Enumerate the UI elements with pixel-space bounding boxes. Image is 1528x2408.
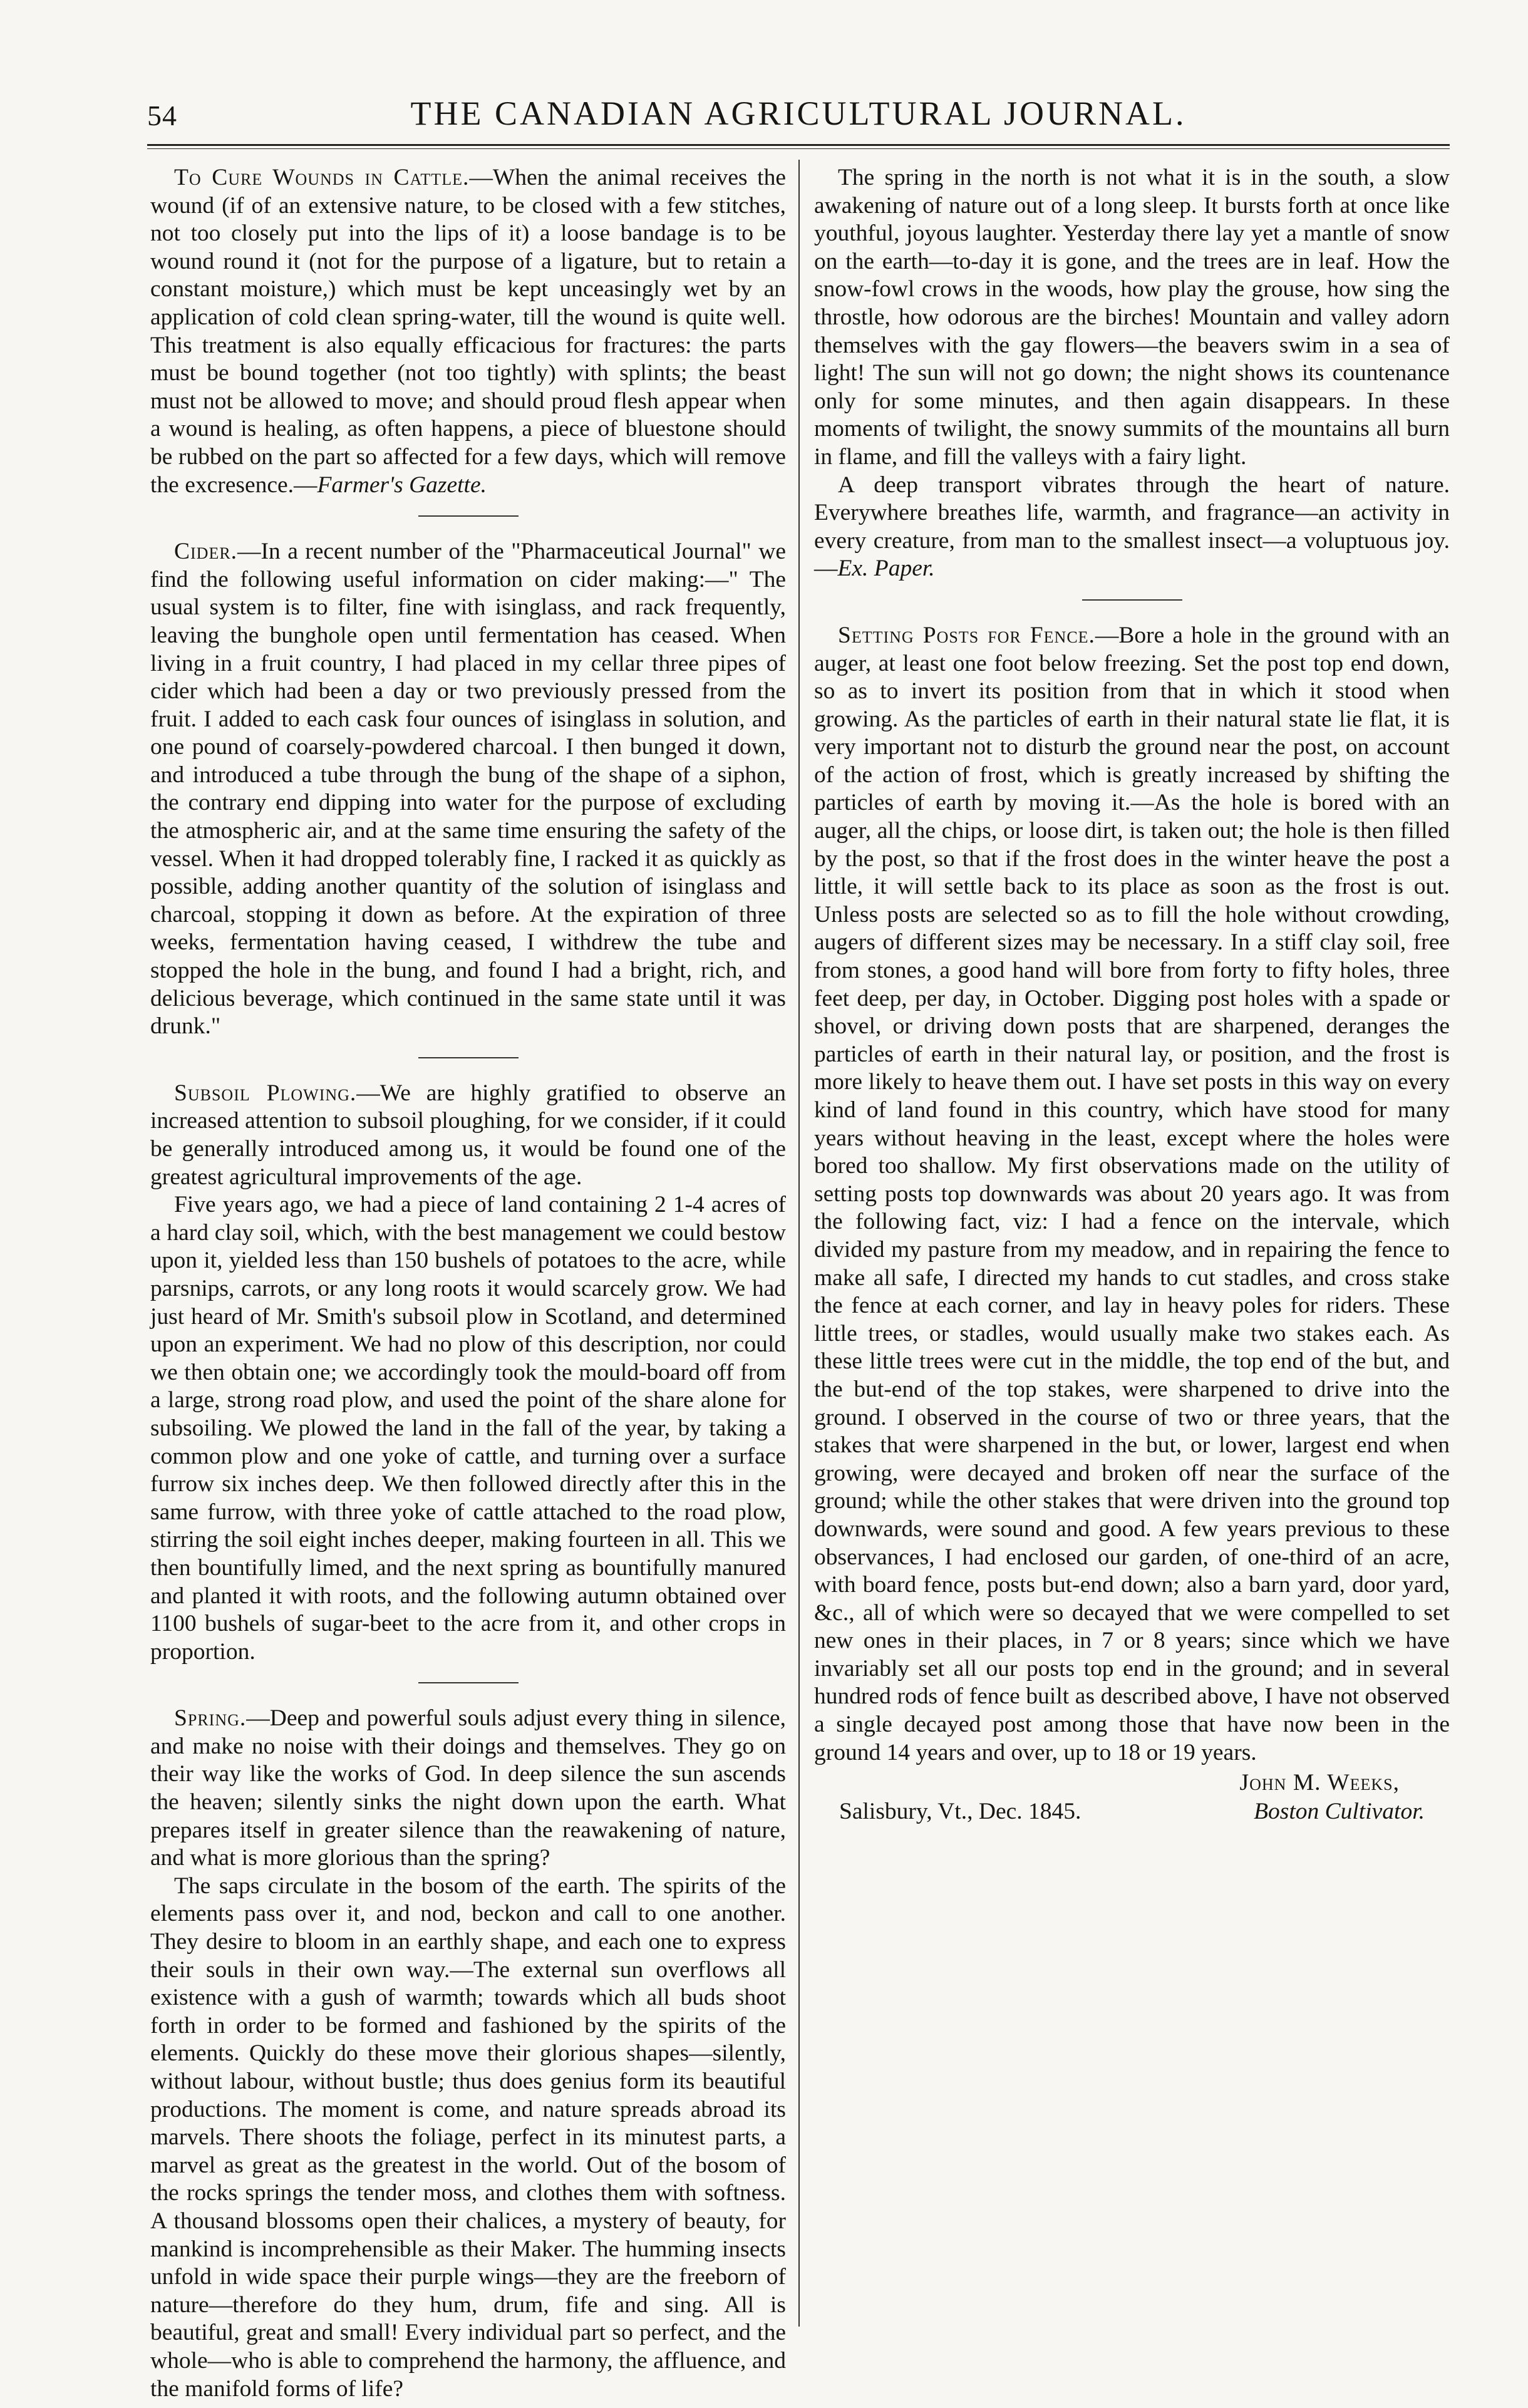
column-divider bbox=[798, 160, 800, 2327]
article-paragraph: The saps circulate in the bosom of the earth. The spirits of the elements pass over it, and nod, beckon and call to one another. They desire to bloom in an earthly shape, and each one to express their souls in their own way.—The external sun overflows all existence with a gush of warmth; towards which all buds shoot forth in order to be formed and fashioned by the spirits of the elements. Quickly do these move their glorious shapes—silently, without labour, without bustle; thus does genius form its beautiful productions. The moment is come, and nature spreads abroad its marvels. There shoots the foliage, perfect in its minutest parts, a marvel as great as the greatest in the world. Out of the bosom of the rocks springs the tender moss, and clothes them with softness. A thousand blossoms open their chalices, a mystery of beauty, for mankind is incomprehensible as their Maker. The humming insects unfold in wide space their purple wings—they are the freeborn of nature—therefore do they hum, drum, fife and sing. All is beautiful, great and small! Every individual part so perfect, and the whole—who is able to comprehend the harmony, the affluence, and the manifold forms of life? bbox=[150, 1873, 786, 2402]
article-separator bbox=[418, 1057, 519, 1058]
article-heading: Cider. bbox=[174, 539, 238, 565]
article-wounds bbox=[150, 164, 786, 499]
article-spring-continued bbox=[814, 164, 1450, 583]
article-heading: Setting Posts for Fence. bbox=[838, 622, 1095, 648]
article-text: —In a recent number of the "Pharmaceutical Journal" we find the following useful information on cider making:—" The usual system is to filter, fine with isinglass, and rack frequently, leaving the bunghole open until fermentation has ceased. When living in a fruit country, I had placed in my cellar three pipes of cider which had been a day or two previously pressed from the fruit. I added to each cask four ounces of isinglass in solution, and one pound of coarsely-powdered charcoal. I then bunged it down, and introduced a tube through the bung of the shape of a siphon, the contrary end dipping into water for the purpose of excluding the atmospheric air, and at the same time ensuring the safety of the vessel. When it had dropped tolerably fine, I racked it as quickly as possible, adding another quantity of the solution of isinglass and charcoal, stopping it down as before. At the expiration of three weeks, fermentation having ceased, I withdrew the tube and stopped the hole in the bung, and found I had a bright, rich, and delicious beverage, which continued in the same state until it was drunk." bbox=[150, 539, 786, 1040]
article-paragraph bbox=[150, 1705, 786, 1873]
running-head bbox=[147, 94, 1450, 138]
place-date: Salisbury, Vt., Dec. 1845. bbox=[839, 1799, 1081, 1825]
article-heading: Subsoil Plowing. bbox=[174, 1080, 357, 1106]
article-source: Ex. Paper. bbox=[837, 555, 935, 582]
article-text: A deep transport vibrates through the heart of nature. Everywhere breathes life, warmth, and fragrance—an activity in every creature, from man to the smallest insect—a voluptuous joy.— bbox=[814, 472, 1450, 582]
author-name: John M. Weeks, bbox=[1239, 1770, 1400, 1796]
article-text: —Deep and powerful souls adjust every thing in silence, and make no noise with their doings and themselves. They go on their way like the works of God. In deep silence the sun ascends the heaven; silently sinks the night down upon the earth. What prepares itself in greater silence than the reawakening of nature, and what is more glorious than the spring? bbox=[150, 1705, 786, 1871]
article-separator bbox=[418, 515, 519, 517]
article-source: Boston Cultivator. bbox=[1254, 1799, 1425, 1825]
article-cider bbox=[150, 538, 786, 1041]
article-paragraph: The spring in the north is not what it is in the south, a slow awakening of nature out of a long sleep. It bursts forth at once like youthful, joyous laughter. Yesterday there lay yet a mantle of snow on the earth—to-day it is gone, and the trees are in leaf. How the snow-fowl crows in the woods, how play the grouse, how sing the throstle, how odorous are the birches! Mountain and valley adorn themselves with the gay flowers—the beavers swim in a sea of light! The sun will not go down; the night shows its countenance only for some minutes, and then again disappears. In these moments of twilight, the snowy summits of the mountains all burn in flame, and fill the valleys with a fairy light. bbox=[814, 165, 1450, 470]
article-paragraph bbox=[150, 164, 786, 499]
signoff bbox=[814, 1769, 1450, 1827]
right-column bbox=[814, 164, 1450, 1827]
article-source: Farmer's Gazette. bbox=[317, 472, 487, 498]
article-heading: To Cure Wounds in Cattle. bbox=[174, 165, 470, 190]
left-column bbox=[150, 164, 786, 2403]
article-paragraph: Five years ago, we had a piece of land containing 2 1-4 acres of a hard clay soil, which, with the best management we could bestow upon it, yielded less than 150 bushels of potatoes to the acre, while parsnips, carrots, or any long roots it would scarcely grow. We had just heard of Mr. Smith's subsoil plow in Scotland, and determined upon an experiment. We had no plow of this description, nor could we then obtain one; we accordingly took the mould-board off from a large, strong road plow, and used the point of the share alone for subsoiling. We plowed the land in the fall of the year, by taking a common plow and one yoke of cattle, and turning over a surface furrow six inches deep. We then followed directly after this in the same furrow, with three yoke of cattle attached to the road plow, stirring the soil eight inches deeper, making fourteen in all. This we then bountifully limed, and the next spring as bountifully manured and planted it with roots, and the following autumn obtained over 1100 bushels of sugar-beet to the acre from it, and other crops in proportion. bbox=[150, 1192, 786, 1665]
page-number: 54 bbox=[147, 100, 177, 132]
article-paragraph bbox=[150, 1080, 786, 1191]
article-text: —When the animal receives the wound (if of an extensive nature, to be closed with a few stitches, not too closely put into the lips of it) a loose bandage is to be wound round it (not for the purpose of a ligature, but to retain a constant moisture,) which must be kept unceasingly wet by an application of cold clean spring-water, till the wound is quite well. This treatment is also equally efficacious for fractures: the parts must be bound together (not too tightly) with splints; the beast must not be allowed to move; and should proud flesh appear when a wound is healing, as often happens, a piece of bluestone should be rubbed on the part so affected for a few days, which will remove the excresence.— bbox=[150, 165, 786, 498]
article-separator bbox=[1082, 599, 1182, 601]
article-separator bbox=[418, 1682, 519, 1683]
article-posts bbox=[814, 622, 1450, 1827]
article-paragraph bbox=[814, 472, 1450, 583]
article-paragraph bbox=[150, 538, 786, 1041]
article-text: —We are highly gratified to observe an increased attention to subsoil ploughing, for we consider, if it could be generally introduced among us, it would be found one of the greatest agricultural improvements of the age. bbox=[150, 1080, 787, 1190]
header-rule bbox=[147, 144, 1450, 149]
article-subsoil bbox=[150, 1080, 786, 1666]
article-heading: Spring. bbox=[174, 1705, 247, 1732]
journal-title: THE CANADIAN AGRICULTURAL JOURNAL. bbox=[410, 95, 1187, 132]
article-paragraph bbox=[814, 622, 1450, 1767]
article-spring bbox=[150, 1705, 786, 2403]
article-text: —Bore a hole in the ground with an auger, at least one foot below freezing. Set the post top end down, so as to invert its position from that in which it stood when growing. As the particles of earth in their natural state lie flat, it is very important not to disturb the ground near the post, on account of the action of frost, which is greatly increased by shifting the particles of earth by moving it.—As the hole is bored with an auger, all the chips, or loose dirt, is taken out; the hole is then filled by the post, so that if the frost does in the winter heave the post a little, it will settle back to its place as soon as the frost is out. Unless posts are selected so as to fill the hole without crowding, augers of different sizes may be necessary. In a stiff clay soil, free from stones, a good hand will bore from forty to fifty holes, three feet deep, per day, in October. Digging post holes with a spade or shovel, or driving down posts that are sharpened, deranges the particles of earth in their natural lay, or position, and the frost is more likely to heave them out. I have set posts in this way on every kind of land found in this country, which have stood for many years without heaving in the least, except where the holes were bored too shallow. My first observations made on the utility of setting posts top downwards was about 20 years ago. It was from the following fact, viz: I had a fence on the intervale, which divided my pasture from my meadow, and in repairing the fence to make all safe, I directed my hands to cut stadles, and cross stake the fence at each corner, and lay in heavy poles for riders. These little trees, or stadles, would usually make two stakes each. As these little trees were cut in the middle, the top end of the but, and the but-end of the top stakes, were sharpened to drive into the ground. I observed in the course of two or three years, that the stakes that were sharpened in the but, or lower, largest end when growing, were decayed and broken off near the surface of the ground; while the other stakes that were driven into the ground top downwards, were sound and good. A few years previous to these observances, I had enclosed our garden, of one-third of an acre, with board fence, posts but-end down; also a barn yard, door yard, &c., all of which were so decayed that we were compelled to set new ones in their places, in 7 or 8 years; since which we have invariably set all our posts top end in the ground; and in several hundred rods of fence built as described above, I have not observed a single decayed post among those that have now been in the ground 14 years and over, up to 18 or 19 years. bbox=[814, 622, 1450, 1765]
